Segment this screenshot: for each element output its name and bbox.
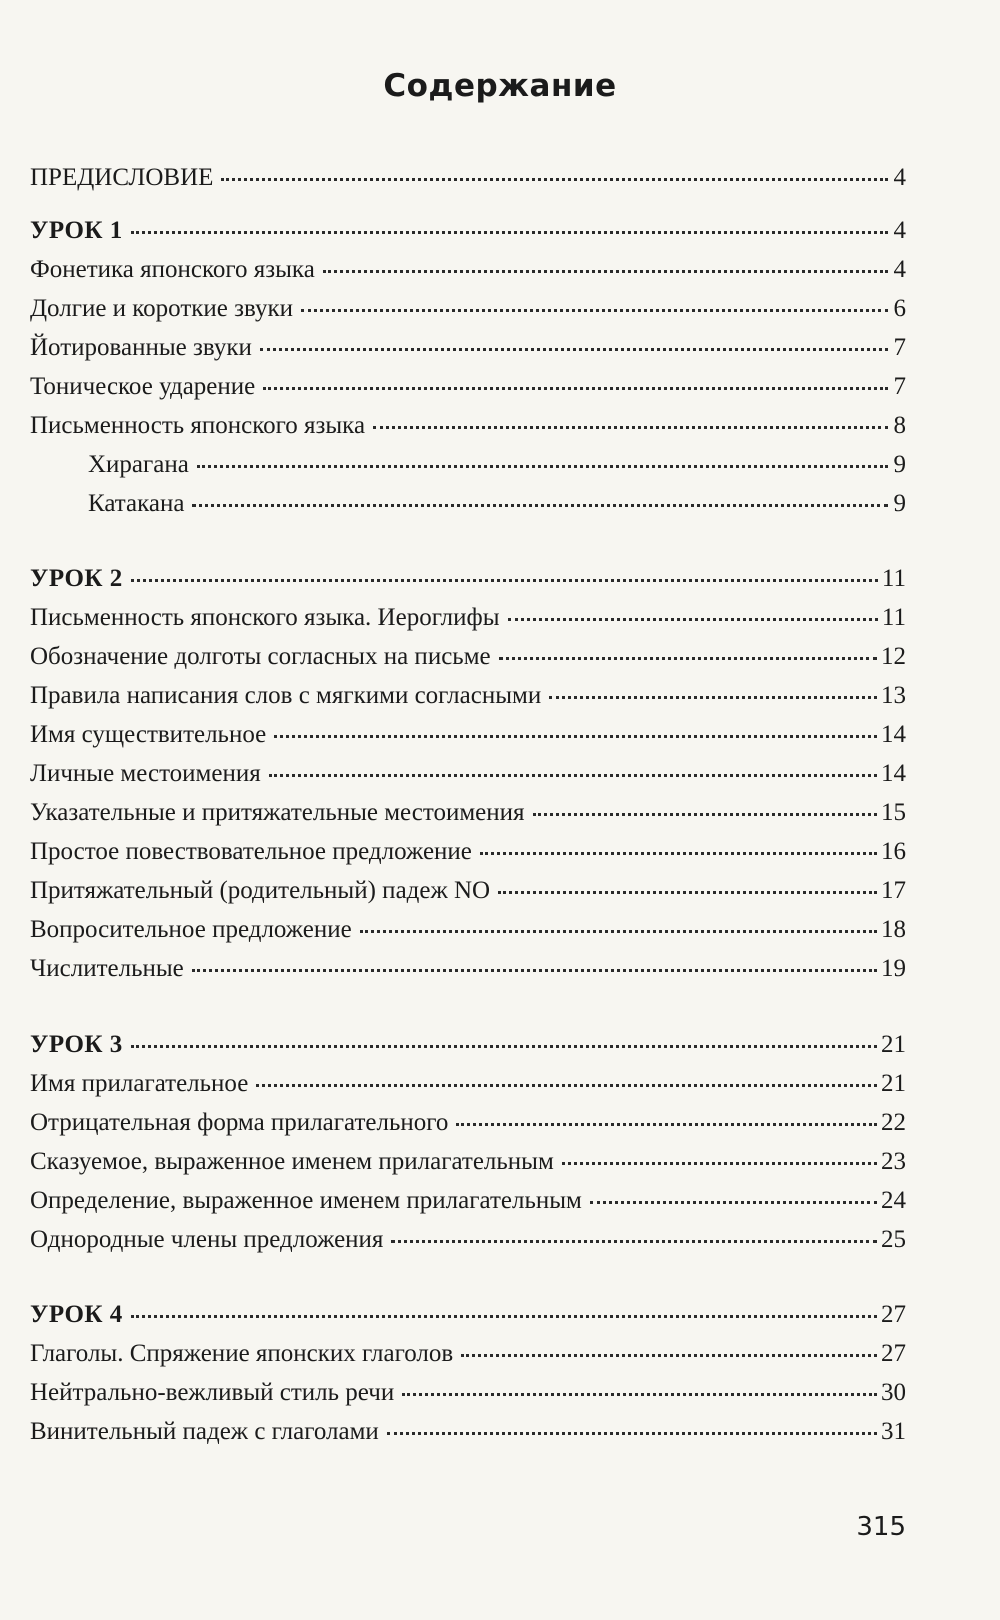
toc-entry-page: 15	[881, 799, 906, 826]
toc-entry-page: 30	[881, 1379, 906, 1406]
toc-entry-label: Письменность японского языка	[30, 412, 366, 439]
toc-entry-label: Однородные члены предложения	[30, 1226, 384, 1253]
toc-entry-page: 8	[893, 412, 906, 439]
toc-entry-label: Притяжательный (родительный) падеж NO	[30, 877, 491, 904]
dot-leader	[263, 365, 888, 390]
toc-entry	[30, 951, 906, 985]
toc-entry-page: 21	[881, 1031, 906, 1058]
toc-entry-page: 11	[881, 565, 906, 592]
toc-entry	[30, 912, 906, 946]
toc-entry-label: Правила написания слов с мягкими согласными	[30, 682, 542, 709]
toc-entry	[30, 330, 906, 364]
toc-entry-label: Сказуемое, выраженное именем прилагательным	[30, 1148, 554, 1175]
toc-entry-label: УРОК 2	[30, 565, 123, 592]
toc-entry	[30, 1144, 906, 1178]
dot-leader	[549, 674, 877, 699]
toc-lesson-4	[30, 1297, 906, 1331]
dot-leader	[131, 1293, 877, 1318]
toc-entry-label: Личные местоимения	[30, 760, 261, 787]
toc-subentry	[88, 447, 906, 481]
toc-entry-page: 14	[881, 760, 906, 787]
dot-leader	[360, 908, 877, 933]
toc-entry	[30, 678, 906, 712]
dot-leader	[192, 482, 888, 507]
toc-entry-page: 4	[893, 256, 906, 283]
dot-leader	[197, 443, 888, 468]
toc-entry-label: Письменность японского языка. Иероглифы	[30, 604, 500, 631]
toc-entry	[30, 795, 906, 829]
toc-entry-page: 7	[893, 373, 906, 400]
toc-entry-label: Винительный падеж с глаголами	[30, 1418, 379, 1445]
toc-entry-label: Нейтрально-вежливый стиль речи	[30, 1379, 395, 1406]
dot-leader	[533, 791, 877, 816]
toc-entry	[30, 1375, 906, 1409]
toc-entry	[30, 873, 906, 907]
page-title: Содержание	[383, 68, 617, 104]
toc-entry	[30, 1222, 906, 1256]
toc-entry-label: Отрицательная форма прилагательного	[30, 1109, 449, 1136]
toc-subentry	[88, 486, 906, 520]
toc-entry-label: УРОК 3	[30, 1031, 123, 1058]
dot-leader	[402, 1371, 877, 1396]
toc-entry-label: Долгие и короткие звуки	[30, 295, 294, 322]
toc-entry-preface	[30, 160, 906, 194]
toc-entry-label: ПРЕДИСЛОВИЕ	[30, 164, 214, 191]
toc-entry-label: Йотированные звуки	[30, 334, 252, 361]
toc-lesson-2	[30, 561, 906, 595]
toc-entry-page: 22	[881, 1109, 906, 1136]
dot-leader	[508, 596, 878, 621]
toc-entry	[30, 408, 906, 442]
dot-leader	[456, 1101, 877, 1126]
dot-leader	[269, 752, 877, 777]
dot-leader	[131, 1023, 877, 1048]
toc-entry-label: Тоническое ударение	[30, 373, 256, 400]
toc-entry-page: 21	[881, 1070, 906, 1097]
toc-entry	[30, 369, 906, 403]
toc-entry-page: 12	[881, 643, 906, 670]
toc-entry	[30, 834, 906, 868]
toc-entry-label: УРОК 1	[30, 217, 123, 244]
toc-entry-page: 11	[881, 604, 906, 631]
dot-leader	[498, 869, 877, 894]
dot-leader	[274, 713, 877, 738]
toc-entry-page: 9	[893, 451, 906, 478]
toc-entry-page: 4	[893, 164, 906, 191]
toc-lesson-3	[30, 1027, 906, 1061]
dot-leader	[391, 1218, 877, 1243]
toc-entry-page: 27	[881, 1340, 906, 1367]
toc-entry-page: 16	[881, 838, 906, 865]
toc-entry	[30, 1066, 906, 1100]
toc-entry-page: 18	[881, 916, 906, 943]
toc-entry	[30, 252, 906, 286]
toc-entry-label: УРОК 4	[30, 1301, 123, 1328]
toc-entry	[30, 1105, 906, 1139]
toc-entry-page: 14	[881, 721, 906, 748]
dot-leader	[499, 635, 877, 660]
toc-entry	[30, 717, 906, 751]
toc-entry-label: Имя существительное	[30, 721, 267, 748]
toc-entry	[30, 756, 906, 790]
dot-leader	[387, 1410, 877, 1435]
dot-leader	[131, 209, 888, 234]
toc-entry	[30, 1414, 906, 1448]
page-number: 315	[856, 1512, 906, 1542]
toc-entry	[30, 639, 906, 673]
toc-entry-label: Указательные и притяжательные местоимения	[30, 799, 525, 826]
toc-entry-label: Глаголы. Спряжение японских глаголов	[30, 1340, 454, 1367]
toc-entry	[30, 600, 906, 634]
toc-entry-label: Определение, выраженное именем прилагательным	[30, 1187, 582, 1214]
dot-leader	[562, 1140, 877, 1165]
dot-leader	[323, 248, 888, 273]
dot-leader	[221, 156, 888, 181]
dot-leader	[260, 326, 888, 351]
toc-entry-label: Хирагана	[88, 451, 189, 478]
dot-leader	[590, 1179, 877, 1204]
toc-entry	[30, 1183, 906, 1217]
toc-entry-page: 31	[881, 1418, 906, 1445]
dot-leader	[192, 947, 877, 972]
toc-entry-label: Катакана	[88, 490, 185, 517]
toc-entry-label: Простое повествовательное предложение	[30, 838, 472, 865]
toc-entry-page: 24	[881, 1187, 906, 1214]
dot-leader	[301, 287, 888, 312]
toc-entry-label: Вопросительное предложение	[30, 916, 352, 943]
dot-leader	[256, 1062, 877, 1087]
dot-leader	[373, 404, 888, 429]
toc-entry-page: 4	[893, 217, 906, 244]
toc-entry-page: 7	[893, 334, 906, 361]
toc-entry-page: 23	[881, 1148, 906, 1175]
toc-entry-page: 13	[881, 682, 906, 709]
toc-entry-label: Числительные	[30, 955, 184, 982]
dot-leader	[480, 830, 877, 855]
toc-entry-page: 6	[893, 295, 906, 322]
toc-lesson-1	[30, 213, 906, 247]
toc-entry-page: 19	[881, 955, 906, 982]
toc-entry	[30, 1336, 906, 1370]
toc-entry-label: Обозначение долготы согласных на письме	[30, 643, 491, 670]
dot-leader	[131, 557, 878, 582]
dot-leader	[461, 1332, 877, 1357]
toc-entry-label: Фонетика японского языка	[30, 256, 315, 283]
toc-entry-page: 27	[881, 1301, 906, 1328]
toc-entry-page: 25	[881, 1226, 906, 1253]
toc-entry	[30, 291, 906, 325]
toc-entry-label: Имя прилагательное	[30, 1070, 249, 1097]
toc-entry-page: 17	[881, 877, 906, 904]
toc-entry-page: 9	[893, 490, 906, 517]
